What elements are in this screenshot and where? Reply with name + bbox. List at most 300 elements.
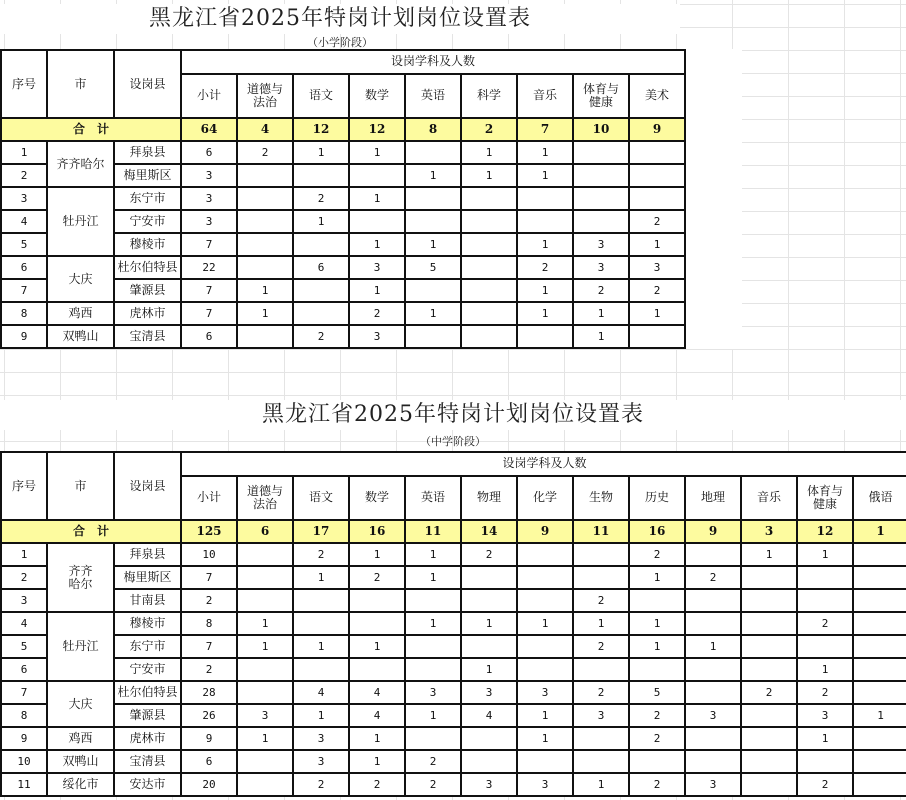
header-subject: 数学	[349, 476, 405, 520]
count-cell: 1	[349, 279, 405, 302]
total-value: 14	[461, 520, 517, 543]
count-cell	[237, 566, 293, 589]
city-cell: 大庆	[47, 681, 114, 727]
count-cell	[517, 589, 573, 612]
count-cell: 1	[517, 612, 573, 635]
header-subject: 物理	[461, 476, 517, 520]
count-cell	[405, 141, 461, 164]
primary-table	[0, 49, 742, 349]
count-cell: 7	[181, 566, 237, 589]
city-cell: 鸡西	[47, 302, 114, 325]
count-cell	[573, 566, 629, 589]
count-cell: 1	[237, 612, 293, 635]
count-cell	[405, 210, 461, 233]
header-subject: 俄语	[853, 476, 906, 520]
total-value: 10	[573, 118, 629, 141]
count-cell: 2	[517, 256, 573, 279]
count-cell	[461, 210, 517, 233]
row-index: 5	[1, 635, 47, 658]
count-cell: 3	[573, 256, 629, 279]
header-subject: 科学	[461, 74, 517, 118]
row-index: 3	[1, 589, 47, 612]
table-row	[1, 589, 906, 612]
total-value: 12	[797, 520, 853, 543]
total-value: 125	[181, 520, 237, 543]
table-row	[1, 658, 906, 681]
count-cell: 2	[181, 589, 237, 612]
count-cell	[405, 727, 461, 750]
count-cell: 20	[181, 773, 237, 796]
count-cell	[237, 543, 293, 566]
count-cell	[573, 543, 629, 566]
header-subject: 数学	[349, 74, 405, 118]
header-subject: 小计	[181, 476, 237, 520]
table-row	[1, 302, 741, 325]
count-cell: 3	[685, 773, 741, 796]
count-cell: 1	[517, 141, 573, 164]
count-cell	[461, 279, 517, 302]
count-cell: 1	[797, 543, 853, 566]
count-cell: 3	[461, 681, 517, 704]
count-cell	[573, 658, 629, 681]
count-cell: 7	[181, 635, 237, 658]
count-cell	[293, 658, 349, 681]
count-cell: 1	[349, 141, 405, 164]
count-cell	[517, 543, 573, 566]
count-cell	[853, 543, 906, 566]
table-row	[1, 325, 741, 348]
count-cell: 2	[629, 210, 685, 233]
table-row	[1, 187, 741, 210]
count-cell	[573, 210, 629, 233]
city-cell: 双鸭山	[47, 750, 114, 773]
count-cell: 7	[181, 279, 237, 302]
county-cell: 拜泉县	[114, 543, 181, 566]
count-cell: 1	[853, 704, 906, 727]
header-subject: 英语	[405, 74, 461, 118]
count-cell: 3	[349, 325, 405, 348]
count-cell: 1	[629, 566, 685, 589]
count-cell: 3	[237, 704, 293, 727]
count-cell: 1	[629, 302, 685, 325]
primary-stage: （小学阶段）	[307, 36, 373, 49]
count-cell	[741, 773, 797, 796]
city-cell: 齐齐 哈尔	[47, 543, 114, 612]
count-cell: 26	[181, 704, 237, 727]
count-cell: 1	[349, 635, 405, 658]
county-cell: 虎林市	[114, 302, 181, 325]
row-index: 7	[1, 681, 47, 704]
count-cell: 2	[573, 589, 629, 612]
header-county: 设岗县	[114, 50, 181, 118]
count-cell	[237, 750, 293, 773]
total-value: 9	[629, 118, 685, 141]
row-index: 6	[1, 658, 47, 681]
count-cell	[741, 750, 797, 773]
count-cell: 1	[349, 543, 405, 566]
count-cell	[853, 566, 906, 589]
count-cell	[349, 612, 405, 635]
count-cell: 1	[517, 302, 573, 325]
total-value: 8	[405, 118, 461, 141]
table-row	[1, 612, 906, 635]
count-cell: 4	[461, 704, 517, 727]
count-cell	[573, 187, 629, 210]
count-cell	[461, 635, 517, 658]
count-cell	[573, 141, 629, 164]
count-cell: 2	[629, 543, 685, 566]
count-cell: 1	[405, 543, 461, 566]
count-cell	[517, 658, 573, 681]
count-cell	[293, 302, 349, 325]
count-cell: 2	[293, 187, 349, 210]
table-row	[1, 256, 741, 279]
row-index: 9	[1, 727, 47, 750]
total-value: 4	[237, 118, 293, 141]
header-subject: 地理	[685, 476, 741, 520]
count-cell	[853, 589, 906, 612]
count-cell	[461, 325, 517, 348]
count-cell	[741, 589, 797, 612]
row-index: 1	[1, 543, 47, 566]
county-cell: 宝清县	[114, 750, 181, 773]
count-cell	[405, 589, 461, 612]
count-cell	[629, 187, 685, 210]
count-cell: 28	[181, 681, 237, 704]
count-cell	[629, 658, 685, 681]
county-cell: 肇源县	[114, 704, 181, 727]
count-cell	[405, 279, 461, 302]
city-cell: 绥化市	[47, 773, 114, 796]
count-cell	[853, 750, 906, 773]
header-subject: 音乐	[517, 74, 573, 118]
count-cell	[461, 302, 517, 325]
count-cell: 1	[517, 704, 573, 727]
count-cell: 2	[293, 325, 349, 348]
count-cell	[237, 233, 293, 256]
count-cell	[517, 325, 573, 348]
count-cell: 1	[685, 635, 741, 658]
count-cell: 1	[517, 279, 573, 302]
count-cell	[685, 589, 741, 612]
count-cell	[461, 589, 517, 612]
count-cell: 10	[181, 543, 237, 566]
table-row	[1, 635, 906, 658]
city-cell: 牡丹江	[47, 187, 114, 256]
count-cell	[685, 750, 741, 773]
total-value: 64	[181, 118, 237, 141]
count-cell: 9	[181, 727, 237, 750]
total-value: 12	[349, 118, 405, 141]
county-cell: 杜尔伯特县	[114, 256, 181, 279]
count-cell	[349, 164, 405, 187]
city-cell: 齐齐哈尔	[47, 141, 114, 187]
count-cell	[405, 658, 461, 681]
table-row	[1, 773, 906, 796]
count-cell: 2	[349, 773, 405, 796]
count-cell: 6	[181, 325, 237, 348]
city-cell: 鸡西	[47, 727, 114, 750]
count-cell	[741, 635, 797, 658]
count-cell	[517, 187, 573, 210]
row-index: 8	[1, 704, 47, 727]
count-cell	[237, 325, 293, 348]
count-cell	[461, 750, 517, 773]
count-cell: 1	[461, 658, 517, 681]
county-cell: 梅里斯区	[114, 566, 181, 589]
count-cell: 1	[293, 210, 349, 233]
header-subject: 生物	[573, 476, 629, 520]
count-cell	[349, 589, 405, 612]
count-cell: 1	[629, 233, 685, 256]
row-index: 11	[1, 773, 47, 796]
count-cell	[293, 612, 349, 635]
count-cell: 3	[573, 233, 629, 256]
count-cell	[405, 325, 461, 348]
count-cell	[853, 681, 906, 704]
county-cell: 宝清县	[114, 325, 181, 348]
table-row	[1, 141, 741, 164]
total-value: 1	[853, 520, 906, 543]
count-cell: 2	[797, 612, 853, 635]
header-subject: 英语	[405, 476, 461, 520]
secondary-table	[0, 451, 906, 797]
count-cell: 7	[181, 302, 237, 325]
count-cell	[797, 566, 853, 589]
total-value: 16	[629, 520, 685, 543]
header-county: 设岗县	[114, 452, 181, 520]
count-cell: 2	[573, 681, 629, 704]
count-cell	[685, 681, 741, 704]
total-value: 9	[517, 520, 573, 543]
table-row	[1, 681, 906, 704]
count-cell	[853, 658, 906, 681]
county-cell: 穆棱市	[114, 233, 181, 256]
count-cell	[293, 589, 349, 612]
count-cell: 1	[517, 233, 573, 256]
row-index: 1	[1, 141, 47, 164]
count-cell	[237, 773, 293, 796]
count-cell	[349, 210, 405, 233]
count-cell: 2	[405, 773, 461, 796]
header-subject: 语文	[293, 476, 349, 520]
total-value: 9	[685, 520, 741, 543]
count-cell	[461, 233, 517, 256]
count-cell: 2	[349, 302, 405, 325]
count-cell	[293, 279, 349, 302]
count-cell: 1	[629, 612, 685, 635]
count-cell	[517, 210, 573, 233]
count-cell: 1	[349, 233, 405, 256]
count-cell: 2	[237, 141, 293, 164]
count-cell: 1	[461, 141, 517, 164]
count-cell	[685, 612, 741, 635]
header-subject-group: 设岗学科及人数	[181, 452, 906, 476]
count-cell: 1	[741, 543, 797, 566]
count-cell: 3	[181, 187, 237, 210]
count-cell	[405, 187, 461, 210]
city-cell: 大庆	[47, 256, 114, 302]
county-cell: 东宁市	[114, 187, 181, 210]
count-cell	[237, 256, 293, 279]
count-cell: 2	[797, 681, 853, 704]
count-cell: 1	[629, 635, 685, 658]
header-subject: 道德与 法治	[237, 74, 293, 118]
total-value: 3	[741, 520, 797, 543]
table-row	[1, 566, 906, 589]
count-cell	[461, 187, 517, 210]
header-city: 市	[47, 50, 114, 118]
count-cell: 2	[629, 704, 685, 727]
count-cell	[405, 635, 461, 658]
count-cell	[853, 635, 906, 658]
count-cell: 1	[349, 750, 405, 773]
table-row	[1, 727, 906, 750]
county-cell: 宁安市	[114, 210, 181, 233]
count-cell	[797, 750, 853, 773]
count-cell: 1	[237, 635, 293, 658]
count-cell: 3	[181, 164, 237, 187]
count-cell: 6	[181, 750, 237, 773]
count-cell: 1	[293, 635, 349, 658]
county-cell: 东宁市	[114, 635, 181, 658]
county-cell: 穆棱市	[114, 612, 181, 635]
count-cell	[741, 566, 797, 589]
count-cell: 2	[461, 543, 517, 566]
count-cell	[461, 727, 517, 750]
count-cell: 1	[461, 164, 517, 187]
count-cell: 3	[685, 704, 741, 727]
count-cell	[349, 658, 405, 681]
count-cell: 1	[405, 612, 461, 635]
count-cell: 1	[461, 612, 517, 635]
count-cell: 3	[293, 727, 349, 750]
count-cell	[685, 543, 741, 566]
total-value: 7	[517, 118, 573, 141]
count-cell: 1	[349, 727, 405, 750]
count-cell: 1	[573, 612, 629, 635]
total-value: 17	[293, 520, 349, 543]
total-value: 12	[293, 118, 349, 141]
count-cell	[629, 750, 685, 773]
count-cell: 1	[573, 773, 629, 796]
count-cell: 3	[405, 681, 461, 704]
secondary-title: 黑龙江省2025年特岗计划岗位设置表	[0, 400, 906, 430]
count-cell	[573, 164, 629, 187]
count-cell: 2	[797, 773, 853, 796]
count-cell: 4	[349, 681, 405, 704]
count-cell: 1	[237, 279, 293, 302]
count-cell	[797, 635, 853, 658]
header-subject: 音乐	[741, 476, 797, 520]
header-subject: 小计	[181, 74, 237, 118]
count-cell	[237, 187, 293, 210]
count-cell	[573, 727, 629, 750]
count-cell	[741, 658, 797, 681]
count-cell: 1	[517, 727, 573, 750]
count-cell: 5	[629, 681, 685, 704]
count-cell: 3	[517, 773, 573, 796]
secondary-stage: （中学阶段）	[420, 435, 486, 448]
row-index: 2	[1, 164, 47, 187]
total-label: 合 计	[1, 118, 181, 141]
count-cell: 2	[573, 635, 629, 658]
count-cell	[685, 658, 741, 681]
count-cell: 1	[405, 704, 461, 727]
count-cell	[629, 141, 685, 164]
count-cell: 1	[237, 302, 293, 325]
count-cell: 1	[405, 164, 461, 187]
count-cell	[741, 704, 797, 727]
count-cell: 1	[405, 302, 461, 325]
count-cell: 1	[293, 704, 349, 727]
count-cell	[629, 325, 685, 348]
header-index: 序号	[1, 452, 47, 520]
county-cell: 梅里斯区	[114, 164, 181, 187]
count-cell	[293, 164, 349, 187]
county-cell: 安达市	[114, 773, 181, 796]
count-cell: 2	[629, 279, 685, 302]
count-cell: 6	[293, 256, 349, 279]
total-label: 合 计	[1, 520, 181, 543]
count-cell	[797, 589, 853, 612]
total-row	[1, 520, 906, 543]
count-cell	[685, 727, 741, 750]
table-row	[1, 704, 906, 727]
count-cell	[741, 612, 797, 635]
count-cell: 1	[405, 566, 461, 589]
header-subject: 化学	[517, 476, 573, 520]
count-cell	[293, 233, 349, 256]
count-cell: 3	[573, 704, 629, 727]
count-cell: 3	[181, 210, 237, 233]
header-subject: 语文	[293, 74, 349, 118]
header-index: 序号	[1, 50, 47, 118]
count-cell	[237, 658, 293, 681]
count-cell	[517, 635, 573, 658]
header-subject-group: 设岗学科及人数	[181, 50, 685, 74]
count-cell: 3	[797, 704, 853, 727]
count-cell: 3	[517, 681, 573, 704]
count-cell: 3	[293, 750, 349, 773]
count-cell	[853, 773, 906, 796]
count-cell: 6	[181, 141, 237, 164]
count-cell	[741, 727, 797, 750]
count-cell: 2	[629, 727, 685, 750]
city-cell: 牡丹江	[47, 612, 114, 681]
total-value: 11	[573, 520, 629, 543]
count-cell: 2	[293, 773, 349, 796]
county-cell: 拜泉县	[114, 141, 181, 164]
count-cell: 1	[573, 302, 629, 325]
table-row	[1, 543, 906, 566]
count-cell: 4	[293, 681, 349, 704]
count-cell: 1	[349, 187, 405, 210]
row-index: 3	[1, 187, 47, 210]
count-cell	[629, 164, 685, 187]
count-cell: 3	[349, 256, 405, 279]
table-row	[1, 750, 906, 773]
count-cell: 4	[349, 704, 405, 727]
header-subject: 体育与 健康	[573, 74, 629, 118]
count-cell: 1	[517, 164, 573, 187]
count-cell: 3	[629, 256, 685, 279]
total-value: 16	[349, 520, 405, 543]
count-cell: 1	[405, 233, 461, 256]
header-row	[1, 50, 741, 74]
total-value: 11	[405, 520, 461, 543]
count-cell	[461, 566, 517, 589]
